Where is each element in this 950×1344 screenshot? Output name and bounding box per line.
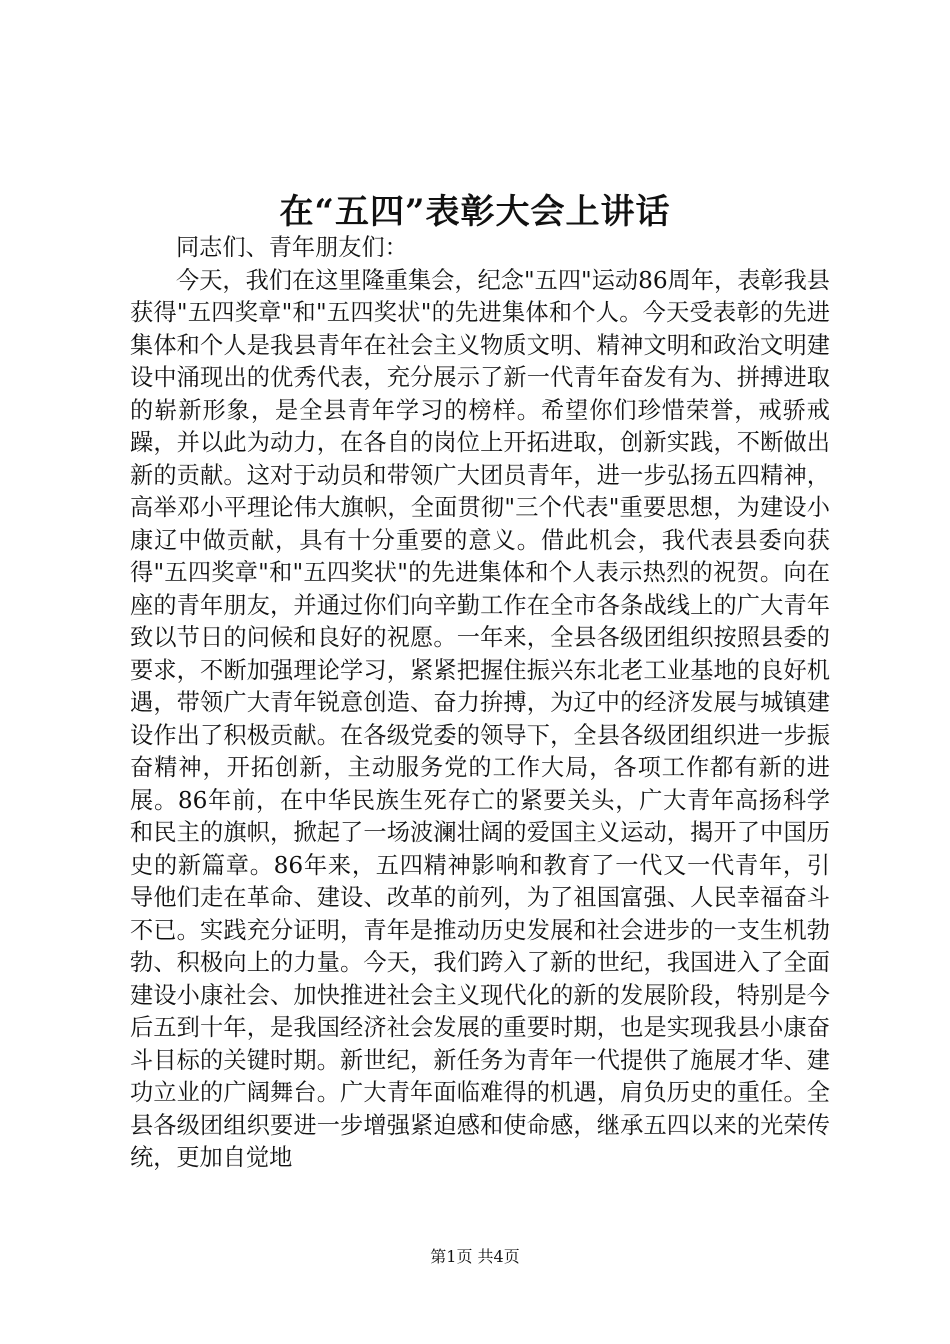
salutation: 同志们、青年朋友们： <box>176 234 408 261</box>
document-body <box>130 232 830 1175</box>
body-paragraph: 今天，我们在这里隆重集会，纪念"五四"运动86周年，表彰我县获得"五四奖章"和"五四奖状"的先进集体和个人。今天受表彰的先进集体和个人是我县青年在社会主义物质文明、精神文明和政治文明建设中涌现出的优秀代表，充分展示了新一代青年奋发有为、拼搏进取的崭新形象，是全县青年学习的榜样。希望你们珍惜荣誉，戒骄戒躁，并以此为动力，在各自的岗位上开拓进取，创新实践，不断做出新的贡献。这对于动员和带领广大团员青年，进一步弘扬五四精神，高举邓小平理论伟大旗帜，全面贯彻"三个代表"重要思想，为建设小康辽中做贡献，具有十分重要的意义。借此机会，我代表县委向获得"五四奖章"和"五四奖状"的先进集体和个人表示热烈的祝贺。向在座的青年朋友，并通过你们向辛勤工作在全市各条战线上的广大青年致以节日的问候和良好的祝愿。一年来，全县各级团组织按照县委的要求，不断加强理论学习，紧紧把握住振兴东北老工业基地的良好机遇，带领广大青年锐意创造、奋力拚搏，为辽中的经济发展与城镇建设作出了积极贡献。在各级党委的领导下，全县各级团组织进一步振奋精神，开拓创新，主动服务党的工作大局，各项工作都有新的进展。86年前，在中华民族生死存亡的紧要关头，广大青年高扬科学和民主的旗帜，掀起了一场波澜壮阔的爱国主义运动，揭开了中国历史的新篇章。86年来，五四精神影响和教育了一代又一代青年，引导他们走在革命、建设、改革的前列，为了祖国富强、人民幸福奋斗不已。实践充分证明，青年是推动历史发展和社会进步的一支生机勃勃、积极向上的力量。今天，我们跨入了新的世纪，我国进入了全面建设小康社会、加快推进社会主义现代化的新的发展阶段，特别是今后五到十年，是我国经济社会发展的重要时期，也是实现我县小康奋斗目标的关键时期。新世纪，新任务为青年一代提供了施展才华、建功立业的广阔舞台。广大青年面临难得的机遇，肩负历史的重任。全县各级团组织要进一步增强紧迫感和使命感，继承五四以来的光荣传统，更加自觉地 <box>130 266 830 1171</box>
document-title: 在“五四”表彰大会上讲话 <box>279 192 671 232</box>
page-number-footer: 第1页 共4页 <box>430 1247 520 1266</box>
